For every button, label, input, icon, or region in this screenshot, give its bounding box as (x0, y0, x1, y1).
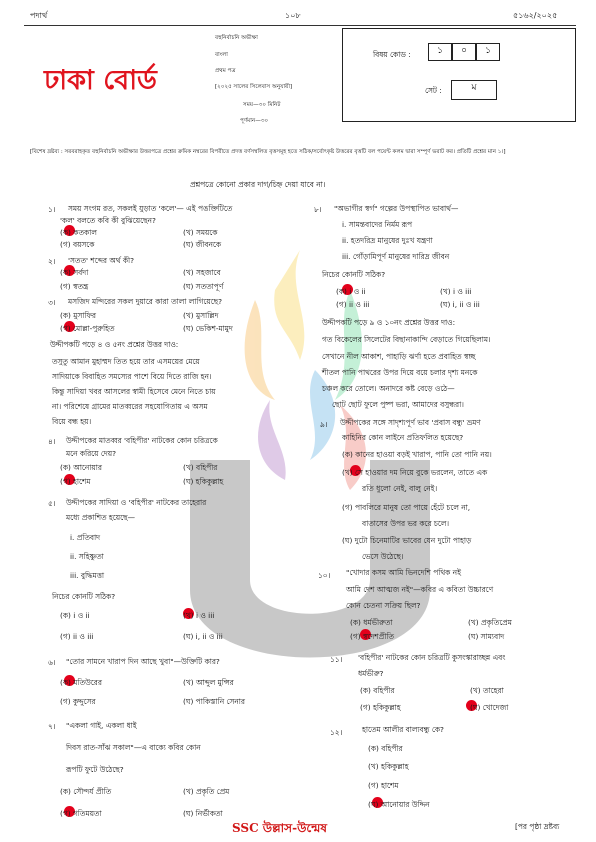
q8-option-b: (খ) i ও iii (440, 287, 472, 296)
q1-option-d: (ঘ) জীবনকে (183, 240, 222, 249)
q3-option-d: (ঘ) ভেকিশ-মামুদ (183, 324, 233, 333)
q4-text: উদ্দীপকের মাতব্বর 'বহিপীর' নাটকের কোন চরিত্রকে (66, 436, 218, 445)
q7-option-b: (খ) প্রকৃতি প্রেম (183, 787, 230, 796)
q10-text: "খোদার কসম আমি ভিনদেশি পথিক নই (346, 568, 461, 577)
q6-number: ৬। (48, 658, 56, 667)
q3-number: ৩। (48, 298, 56, 307)
stem2-line-2: সেখানে নীল আকাশ, পাহাড়ি ঝর্ণা হতে প্রবাহিত স্বচ্ছ (322, 352, 476, 361)
q7-option-c: (গ) গতিময়তা (60, 809, 102, 818)
stem1-line-3: কিন্তু সাদিয়া খবর আসলের স্বামী হিসেবে মেনে নিতে চায় (52, 387, 216, 396)
q9-option-d: (ঘ) দুটো চিনেমাটির ভাবের যেন দুটো পাহাড় (342, 536, 472, 545)
notice: প্রশ্নপত্রে কোনো প্রকার দাগ/চিহ্ন দেয়া যাবে না। (190, 180, 326, 189)
q12-option-b: (খ) হকিকুল্লাহ (368, 762, 409, 771)
q7-option-d: (ঘ) নির্ভীকতা (183, 809, 223, 818)
stem2-line-3: শীতল পানি পাথরের উপর দিয়ে বয়ে চলার দৃশ্য মনকে (322, 368, 478, 377)
q11-number: ১১। (330, 655, 343, 664)
q2-option-b: (খ) সহজাবে (183, 268, 221, 277)
q2-number: ২। (48, 257, 56, 266)
q8-option-c: (গ) ii ও iii (336, 300, 370, 309)
q2-option-a: (ক) সর্বদা (60, 268, 89, 277)
stem1-line-4: না। পরিশেষে গ্রামের মাতব্বরের সহযোগিতায় এ অসম (52, 402, 208, 411)
watermark-flame-orange (245, 300, 275, 400)
q11-option-a: (ক) বহিপীর (360, 686, 395, 695)
q5-item-1: i. প্রতিবাদ (70, 533, 101, 542)
q5-option-b: (খ) i ও iii (183, 611, 215, 620)
q6-option-b: (খ) আব্দুল মুন্সির (183, 678, 234, 687)
q2-option-c: (গ) স্বতন্ত্র (60, 282, 89, 291)
q11-text-2: ধর্মভীরু? (358, 669, 384, 678)
exam-line-3: প্রথম পত্র (215, 68, 236, 74)
stem2-heading: উদ্দীপকটি পড়ে ৯ ও ১০নং প্রশ্নের উত্তর দাও: (322, 318, 456, 327)
q3-option-b: (খ) মুসাল্লিদ (183, 311, 219, 320)
header-rule (24, 25, 576, 26)
q3-text: মসজিদ মন্দিরের সকল দুয়ারে কারা তালা লাগিয়েছে? (68, 297, 223, 306)
q10-option-b: (খ) প্রকৃতিপ্রেম (468, 618, 512, 627)
q8-option-a: (ক) i ও ii (336, 287, 366, 296)
q3-option-c: (গ) মোল্লা-পুরুহিত (60, 324, 115, 333)
q1-option-b: (খ) সময়কে (183, 228, 218, 237)
q12-option-c: (গ) হাশেম (368, 781, 399, 790)
q8-item-2: ii. হতদরিদ্র মানুষের দুঃখ যন্ত্রণা (342, 236, 433, 245)
exam-line-4: [২০২৫ সালের সিলেবাস অনুযায়ী] (215, 84, 293, 90)
header-code: ৫১৬২/২০২৫ (513, 11, 558, 20)
q10-option-c: (গ) স্বদেশপ্রীতি (350, 632, 394, 641)
subject-code-label: বিষয় কোড : (373, 50, 411, 59)
q8-item-1: i. সামন্তবাদের নির্মম রূপ (342, 220, 412, 229)
q7-text-2: দিবস রাত-সাঁঝ সকাল"—এ বাক্যে কবির কোন (66, 743, 201, 752)
q3-option-a: (ক) মুসাফির (60, 311, 96, 320)
q9-text-2: কাহিনির কোন লাইনে প্রতিফলিত হয়েছে? (342, 433, 464, 442)
footer-turn-page: [পর পৃষ্ঠা দ্রষ্টব্য (515, 822, 560, 831)
stem1-line-2: সাদিয়াকে বিবাহিত সমস্যের পাশে বিয়ে দিতে রাজি হন। (52, 372, 212, 381)
stem1-heading: উদ্দীপকটি পড়ে ৪ ও ৫নং প্রশ্নের উত্তর দাও: (50, 340, 179, 349)
subject-code-digit-2: ০ (452, 43, 476, 61)
exam-line-5: সময়—৩০ মিনিট (243, 102, 281, 108)
q12-text: হাতেম আলীর বাল্যবন্ধু কে? (362, 725, 444, 734)
subject-code-digit-3: ১ (476, 43, 500, 61)
q1-number: ১। (48, 205, 56, 214)
exam-line-1: বহুনির্বাচনি অভীক্ষা (215, 35, 258, 41)
q7-text: "একলা গাই, একলা ধাই (66, 721, 137, 730)
q5-text-2: মধ্যে প্রকাশিত হয়েছে— (66, 513, 135, 522)
q5-option-c: (গ) ii ও iii (60, 632, 94, 641)
q5-item-3: iii. বুদ্ধিমত্তা (70, 571, 105, 580)
q12-number: ১২। (330, 728, 343, 737)
q10-text-3: কোন চেতনা সক্রিয় ছিল? (346, 601, 421, 610)
q11-option-c: (গ) হকিকুল্লাহ (360, 703, 401, 712)
q6-option-d: (ঘ) পাকিস্তানি সেনার (183, 697, 245, 706)
q10-option-d: (ঘ) সাম্যবাদ (468, 632, 505, 641)
q5-text: উদ্দীপকের সাদিয়া ও 'বহিপীর' নাটকের তাহেরার (66, 498, 207, 507)
q10-text-2: আমি দেশ আত্মজ নই"—কবির এ কবিতা উচ্চারণে (346, 585, 494, 594)
subject-code-digit-1: ১ (428, 43, 452, 61)
q6-option-a: (ক) মতিউরের (60, 678, 102, 687)
header-left-label: পদার্থ (30, 11, 48, 20)
q8-text: "অভাগীর স্বর্গ" গল্পের উপস্থাপিত ভাবার্থ— (334, 204, 459, 213)
q4-option-d: (ঘ) হকিকুল্লাহ (183, 477, 224, 486)
q11-option-b: (খ) তাহেরা (470, 686, 504, 695)
q11-option-d: (ঘ) খোদেজা (470, 703, 509, 712)
stem1-line-1: তসুতু আমান মুহাম্মদ তিত হয়ে তার এসময়ের মেয়ে (52, 357, 200, 366)
q4-number: ৪। (48, 437, 56, 446)
q9-option-b: (খ) সে হাওয়ার দম নিয়ে বুকে ভরলেন, তাতে এক (342, 468, 488, 477)
q1-text-2: 'কল' বলতে কবি কী বুঝিয়েছেন? (60, 216, 156, 225)
q9-text: উদ্দীপকের সঙ্গে সাদৃশ্যপূর্ণ ভাব 'প্রবাস বন্ধু' ভ্রমণ (340, 418, 481, 427)
q8-ask: নিচের কোনটি সঠিক? (322, 270, 386, 279)
set-label: সেট : (425, 86, 442, 95)
page-number: ১০৮ (285, 11, 301, 20)
q9-number: ৯। (320, 420, 328, 429)
q11-text: 'বহিপীর' নাটকের কোন চরিত্রটি কুসংস্কারাচ্ছন্ন এবং (358, 653, 506, 662)
q5-number: ৫। (48, 499, 56, 508)
stem1-line-5: বিয়ে বন্ধ হয়। (52, 417, 92, 426)
q9-option-c: (গ) পাবলিরে মানুষ তো পায়ে হেঁটে চলে না, (342, 503, 471, 512)
footer-brand: SSC উল্লাস-উন্মেষ (232, 821, 327, 835)
watermark-flame-purple (258, 400, 286, 480)
q1-option-a: (ক) কতকাল (60, 228, 97, 237)
stem2-line-5: ছোট ছোট ফুলে পুষ্প ভরা, আমাদের বসুন্ধরা। (332, 400, 464, 409)
q6-option-c: (গ) কুদ্দুসের (60, 697, 96, 706)
q2-option-d: (ঘ) সততাপূর্ণ (183, 282, 224, 291)
q8-option-d: (ঘ) i, ii ও iii (440, 300, 480, 309)
stem2-line-1: গত বিকেলের সিলেটের বিছানাকান্দি বেড়াতে গিয়েছিলাম। (322, 335, 491, 344)
q12-option-a: (ক) বহিপীর (368, 744, 403, 753)
q4-option-b: (খ) বহিপীর (183, 463, 218, 472)
q5-option-d: (ঘ) i, ii ও iii (183, 632, 223, 641)
q9-option-c-2: বাতাসের উপর ভর করে চলে। (362, 519, 449, 528)
q10-number: ১০। (318, 571, 331, 580)
q4-text-2: মনে করিয়ে দেয়? (66, 449, 117, 458)
q7-option-a: (ক) সৌন্দর্য প্রীতি (60, 787, 112, 796)
q9-option-d-2: ভেসে উঠেছে। (362, 552, 404, 561)
board-title: ঢাকা বোর্ড (44, 65, 157, 96)
q5-item-2: ii. সহিষ্ণুতা (70, 552, 104, 561)
q1-option-c: (গ) বয়সকে (60, 240, 95, 249)
q4-option-a: (ক) আনোয়ার (60, 463, 102, 472)
set-value: ম (451, 80, 497, 100)
q2-text: 'সতত' শব্দের অর্থ কী? (68, 256, 135, 265)
q5-ask: নিচের কোনটি সঠিক? (52, 592, 116, 601)
stem2-line-4: চঞ্চল করে তোলে। অনাদরে কষ্ট বেড়ে ওঠে— (322, 384, 455, 393)
q9-option-b-2: রতি ধুলো নেই, বালু নেই। (362, 484, 438, 493)
instructions: [বিশেষ দ্রষ্টব্য : সরবরাহকৃত বহুনির্বাচনি অভীক্ষার উত্তরপত্রে প্রশ্নের ক্রমিক নম্বরের বিপরীতে প্রদত্ত বর্ণসম্বলিত বৃত্তসমূহ হতে সঠিক/সর্বোৎকৃষ্ট উত্তরের বৃত্তটি বল পয়েন্ট কলম দ্বারা সম্পূর্ণ ভরাট কর। প্রতিটি প্রশ্নের মান ১।] (30, 149, 506, 155)
watermark-flame-yellow (274, 250, 304, 360)
q4-option-c: (গ) হাশেম (60, 477, 91, 486)
q1-text: সময় সংগম রত, সকলই যুড়াত 'কলে'— এই পঙক্তিটিতে (68, 204, 233, 213)
q7-number: ৭। (48, 722, 56, 731)
q8-item-3: iii. গোঁড়ামিপূর্ণ মানুষের দারিদ্র জীবন (342, 252, 450, 261)
q8-number: ৮। (314, 205, 322, 214)
q5-option-a: (ক) i ও ii (60, 611, 90, 620)
q12-option-d: (ঘ) আনোয়ার উদ্দিন (368, 800, 430, 809)
exam-line-6: পূর্ণমান—৩০ (240, 118, 269, 124)
q9-option-a: (ক) কানের হাওয়া বড়ই খারাপ, পানি তো পানি নয়। (342, 450, 492, 459)
exam-line-2: বাংলা (215, 52, 228, 58)
q7-text-3: রূপটি ফুটে উঠেছে? (66, 765, 124, 774)
q6-text: "তোর সামনে খারাপ দিন আছে খুবা"—উক্তিটি কার? (66, 657, 220, 666)
q10-option-a: (ক) ধর্মভীরুতা (350, 618, 393, 627)
